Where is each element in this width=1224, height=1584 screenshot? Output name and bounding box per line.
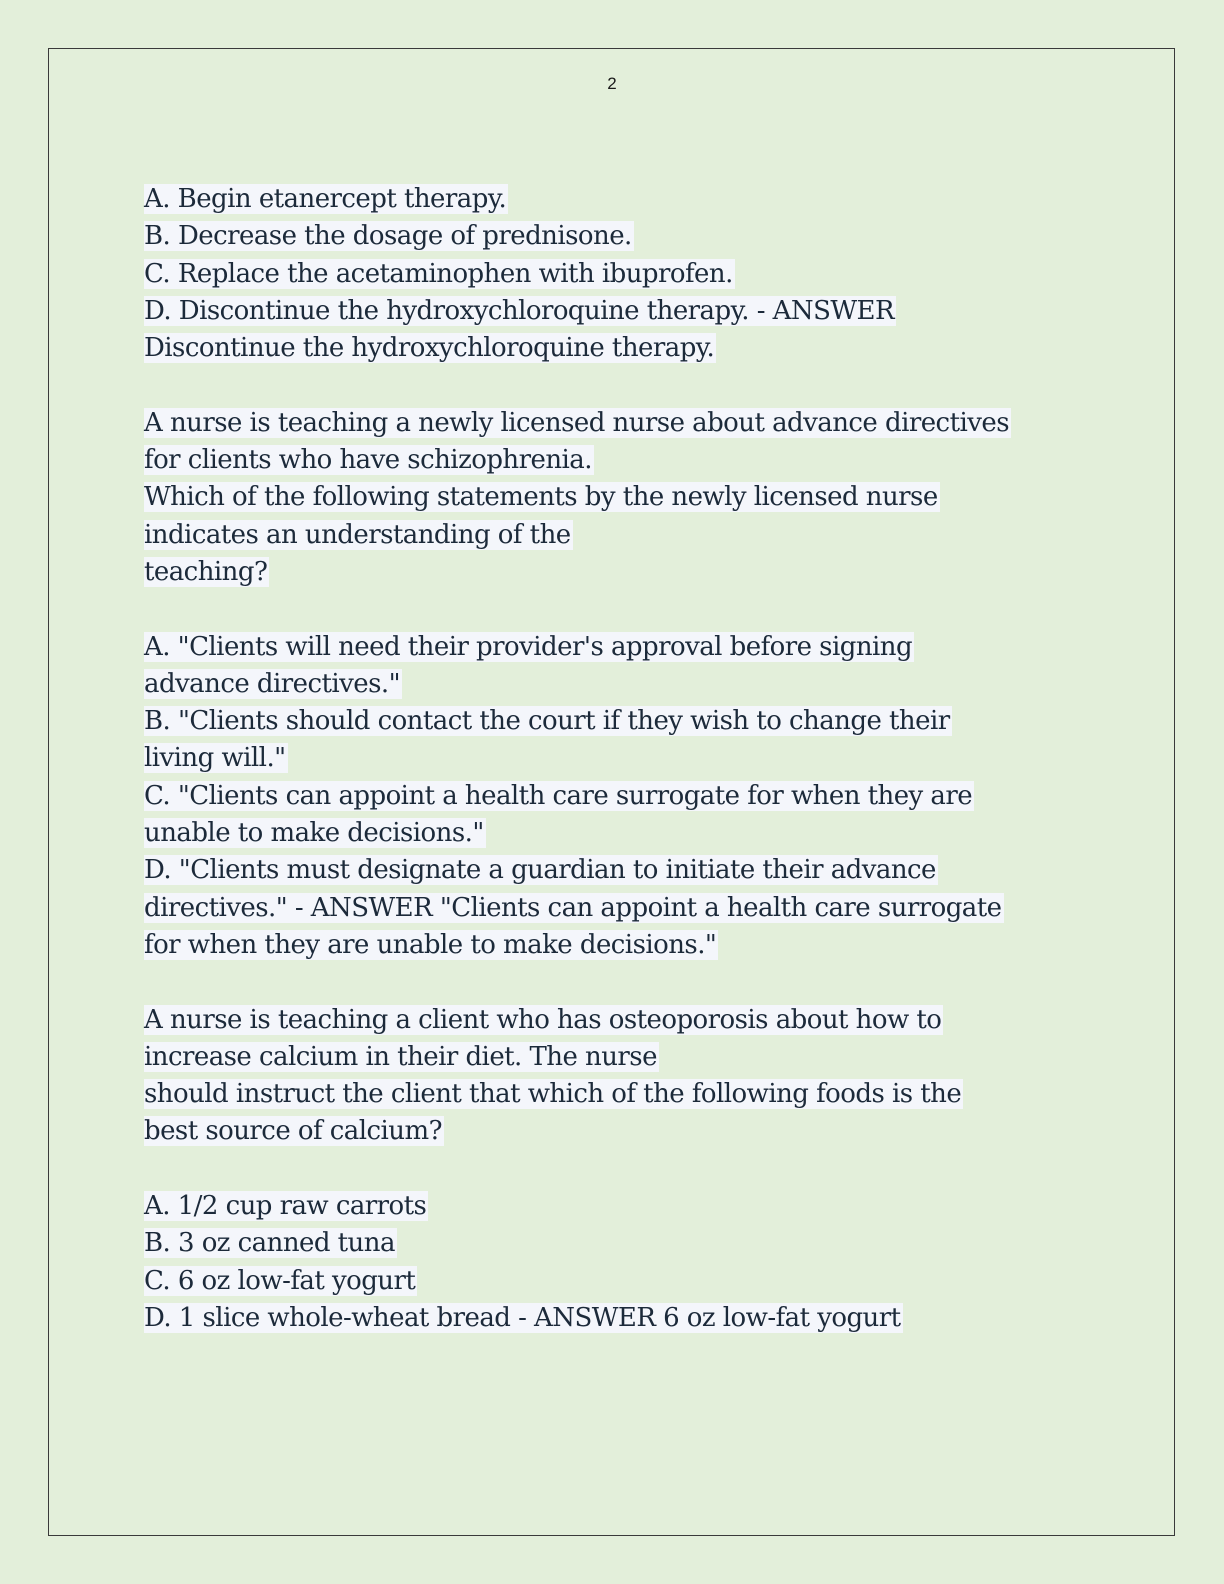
answer-options-calcium — [144, 1188, 1084, 1337]
text-line — [144, 1113, 1084, 1150]
text-line — [144, 852, 1084, 889]
paragraph-gap — [144, 591, 1084, 628]
text-line — [144, 740, 1084, 777]
option-d: D. "Clients must designate a guardian to initiate their advance — [144, 855, 936, 886]
text-line — [144, 479, 1084, 516]
question-text: increase calcium in their diet. The nurse — [144, 1041, 657, 1072]
text-line — [144, 1263, 1084, 1300]
option-c: C. Replace the acetaminophen with ibuprofen. — [144, 258, 733, 289]
option-c: C. 6 oz low-fat yogurt — [144, 1265, 416, 1296]
question-text: Which of the following statements by the newly licensed nurse — [144, 482, 938, 513]
text-line — [144, 181, 1084, 218]
option-a: A. Begin etanercept therapy. — [144, 184, 507, 214]
text-line — [144, 927, 1084, 964]
question-text: indicates an understanding of the — [144, 519, 571, 550]
question-text: for clients who have schizophrenia. — [144, 445, 592, 476]
text-line — [144, 554, 1084, 591]
question-text: should instruct the client that which of the following foods is the — [144, 1079, 962, 1110]
text-line — [144, 442, 1084, 479]
text-line — [144, 293, 1084, 330]
option-c: unable to make decisions." — [144, 818, 484, 849]
option-d: D. Discontinue the hydroxychloroquine therapy. - ANSWER — [144, 295, 894, 326]
text-line — [144, 703, 1084, 740]
question-advance-directives — [144, 405, 1084, 591]
text-line — [144, 405, 1084, 442]
question-text: teaching? — [144, 556, 268, 587]
paragraph-gap — [144, 964, 1084, 1001]
option-b: B. "Clients should contact the court if they wish to change their — [144, 706, 950, 737]
text-line — [144, 1300, 1084, 1337]
answer-text: Discontinue the hydroxychloroquine therapy. — [144, 333, 715, 364]
page-number: 2 — [607, 74, 617, 93]
option-b: living will." — [144, 743, 286, 774]
option-a: A. 1/2 cup raw carrots — [144, 1191, 427, 1222]
text-line — [144, 666, 1084, 703]
text-line — [144, 1225, 1084, 1262]
text-line — [144, 256, 1084, 293]
answer-text: for when they are unable to make decisions." — [144, 929, 717, 960]
question-calcium — [144, 1002, 1084, 1151]
text-line — [144, 778, 1084, 815]
text-line — [144, 218, 1084, 255]
option-c: C. "Clients can appoint a health care surrogate for when they are — [144, 780, 973, 811]
paragraph-gap — [144, 1151, 1084, 1188]
option-b: B. Decrease the dosage of prednisone. — [144, 221, 632, 252]
text-line — [144, 517, 1084, 554]
text-line — [144, 1002, 1084, 1039]
text-line — [144, 815, 1084, 852]
answer-options-previous-question — [144, 181, 1084, 367]
question-text: A nurse is teaching a newly licensed nurse about advance directives — [144, 407, 1010, 438]
option-d-answer: directives." - ANSWER "Clients can appoint a health care surrogate — [144, 892, 1002, 923]
paragraph-gap — [144, 367, 1084, 404]
option-a: advance directives." — [144, 668, 401, 699]
document-body — [144, 181, 1084, 1337]
option-a: A. "Clients will need their provider's approval before signing — [144, 631, 913, 662]
question-text: A nurse is teaching a client who has osteoporosis about how to — [144, 1004, 942, 1035]
question-text: best source of calcium? — [144, 1116, 442, 1147]
text-line — [144, 1039, 1084, 1076]
text-line — [144, 629, 1084, 666]
text-line — [144, 1188, 1084, 1225]
option-d-answer: D. 1 slice whole-wheat bread - ANSWER 6 oz low-fat yogurt — [144, 1302, 901, 1333]
answer-options-advance-directives — [144, 629, 1084, 965]
text-line — [144, 330, 1084, 367]
text-line — [144, 890, 1084, 927]
option-b: B. 3 oz canned tuna — [144, 1228, 395, 1259]
text-line — [144, 1076, 1084, 1113]
